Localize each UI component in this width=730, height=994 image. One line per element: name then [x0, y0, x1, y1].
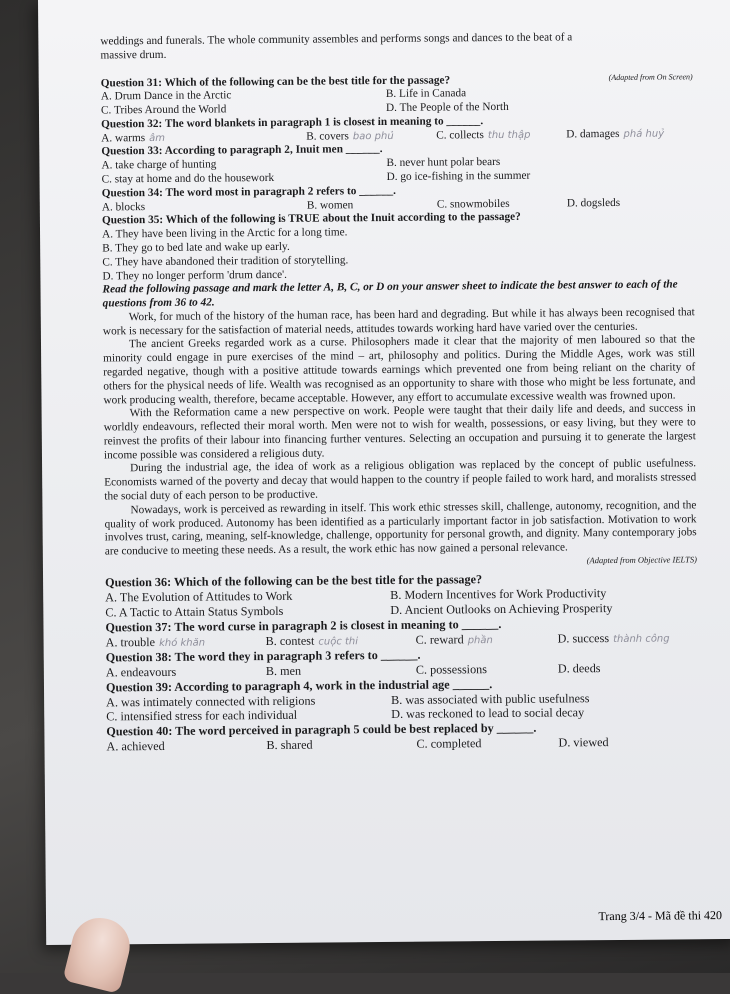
passage-paragraph-1: Work, for much of the history of the human race, has been hard and degrading. But while it has always been recognised that work is necessary for the satisfaction of material needs, attitudes towards working hard have varied over the centuries.	[102, 306, 695, 338]
q32-option-d[interactable]: D. damages	[566, 127, 620, 141]
passage-paragraph-3: With the Reformation came a new perspective on work. People were taught that their daily life and deeds, and success in worldly endeavours, reflected their moral worth. Men were not to wish for wealth, possessions, or easy living, but they were to reinvest the profits of their labour into financing further ventures. Selecting an occupation and pursuing it to generate the largest income possible was considered a religious duty.	[103, 402, 696, 462]
q39-option-d[interactable]: D. was reckoned to lead to social decay	[391, 705, 585, 722]
q40-option-d[interactable]: D. viewed	[558, 735, 609, 750]
question-39-stem: Question 39: According to paragraph 4, work in the industrial age ______.	[105, 676, 493, 695]
source-note-1: (Adapted from On Screen)	[608, 71, 693, 82]
q36-option-b[interactable]: B. Modern Incentives for Work Productivity	[390, 586, 607, 603]
q38-option-b[interactable]: B. men	[265, 663, 302, 678]
q34-option-d[interactable]: D. dogsleds	[566, 196, 621, 209]
page-content	[100, 0, 699, 755]
handwritten-note: phần	[467, 634, 493, 647]
q31-option-b[interactable]: B. Life in Canada	[385, 87, 467, 101]
question-33-stem: Question 33: According to paragraph 2, Inuit men ______.	[101, 143, 383, 158]
handwritten-note: âm	[149, 132, 166, 144]
question-38-stem: Question 38: The word they in paragraph 3 refers to ______.	[105, 647, 421, 665]
q35-option-c[interactable]: C. They have abandoned their tradition of storytelling.	[102, 254, 349, 269]
q32-option-c[interactable]: C. collects	[436, 128, 484, 142]
passage-tail-line-2: massive drum.	[100, 48, 167, 62]
q34-option-b[interactable]: B. women	[306, 198, 354, 212]
q39-option-b[interactable]: B. was associated with public usefulness	[391, 690, 590, 707]
q33-option-a[interactable]: A. take charge of hunting	[101, 158, 217, 172]
q34-option-a[interactable]: A. blocks	[101, 200, 146, 214]
question-35-stem: Question 35: Which of the following is TRUE about the Inuit according to the passage?	[101, 211, 521, 227]
source-note-2: (Adapted from Objective IELTS)	[586, 554, 697, 566]
q38-option-d[interactable]: D. deeds	[557, 660, 601, 676]
passage-paragraph-5: Nowadays, work is perceived as rewarding in itself. This work ethic stresses skill, challenge, autonomy, recognition, and the quality of work produced. Autonomy has been identified as a particularly important factor in job satisfaction. Motivation to work involves trust, caring, meaning, self-knowledge, challenge, opportunity for personal growth, and dignity. Many contemporary jobs are conducive to meeting these needs. As a result, the work ethic has now gained a personal relevance.	[104, 499, 697, 558]
q37-option-c[interactable]: C. reward	[415, 632, 464, 647]
q32-option-a[interactable]: A. warms	[101, 131, 146, 145]
q37-option-a[interactable]: A. trouble	[105, 634, 156, 650]
question-34-stem: Question 34: The word most in paragraph 2 refers to ______.	[101, 184, 396, 200]
q31-option-c[interactable]: C. Tribes Around the World	[100, 103, 227, 117]
passage-tail-line-1: weddings and funerals. The whole community assembles and performs songs and dances to the beat of a	[100, 31, 573, 48]
q38-option-c[interactable]: C. possessions	[415, 661, 488, 677]
q36-option-a[interactable]: A. The Evolution of Attitudes to Work	[105, 588, 293, 605]
passage-paragraph-2: The ancient Greeks regarded work as a curse. Philosophers made it clear that the majority of men laboured so that the minority could engage in pure exercises of the mind – art, philosophy and politics. During the Middle Ages, work was still regarded negative, though with a positive attitude towards earnings which prevented one from being reliant on the charity of others for the physical needs of life. Wealth was recognised as an opportunity to share with those who might be less fortunate, and work producing wealth, therefore, became acceptable. However, any effort to accumulate excessive wealth was frowned upon.	[103, 333, 696, 406]
question-31-stem: Question 31: Which of the following can be the best title for the passage?	[100, 73, 451, 90]
question-37-stem: Question 37: The word curse in paragraph 2 is closest in meaning to ______.	[105, 616, 502, 635]
handwritten-note: khó khăn	[158, 637, 206, 649]
handwritten-note: thành công	[613, 633, 670, 645]
q36-option-c[interactable]: C. A Tactic to Attain Status Symbols	[105, 603, 284, 620]
q37-option-b[interactable]: B. contest	[265, 633, 315, 648]
q35-option-b[interactable]: B. They go to bed late and wake up early.	[102, 240, 290, 255]
q38-option-a[interactable]: A. endeavours	[105, 664, 177, 680]
q40-option-a[interactable]: A. achieved	[106, 739, 165, 754]
q33-option-d[interactable]: D. go ice-fishing in the summer	[386, 169, 531, 183]
q35-option-d[interactable]: D. They no longer perform 'drum dance'.	[102, 268, 288, 282]
question-32-stem: Question 32: The word blankets in paragraph 1 is closest in meaning to ______.	[101, 115, 484, 131]
q31-option-d[interactable]: D. The People of the North	[385, 101, 509, 115]
question-36-stem: Question 36: Which of the following can be the best title for the passage?	[105, 572, 483, 590]
question-40-stem: Question 40: The word perceived in paragraph 5 could be best replaced by ______.	[106, 721, 537, 739]
q33-option-c[interactable]: C. stay at home and do the housework	[101, 171, 275, 186]
q35-option-a[interactable]: A. They have been living in the Arctic for a long time.	[101, 226, 348, 241]
q39-option-c[interactable]: C. intensified stress for each individual	[106, 708, 298, 724]
page-footer: Trang 3/4 - Mã đề thi 420	[598, 908, 723, 924]
q39-option-a[interactable]: A. was intimately connected with religions	[106, 693, 316, 710]
q34-option-c[interactable]: C. snowmobiles	[436, 197, 510, 211]
q32-option-b[interactable]: B. covers	[306, 129, 349, 143]
q40-option-b[interactable]: B. shared	[266, 737, 313, 753]
handwritten-note: phá huỷ	[623, 128, 665, 140]
lower-questions	[105, 571, 699, 755]
handwritten-note: bao phủ	[352, 130, 394, 142]
q36-option-d[interactable]: D. Ancient Outlooks on Achieving Prosperity	[390, 601, 613, 617]
handwritten-note: cuộc thi	[318, 635, 359, 648]
q31-option-a[interactable]: A. Drum Dance in the Arctic	[100, 89, 232, 103]
section-directive: Read the following passage and mark the letter A, B, C, or D on your answer sheet to indicate the best answer to each of the questions from 36 to 42.	[102, 278, 678, 310]
q37-option-d[interactable]: D. success	[557, 630, 610, 646]
handwritten-note: thu thập	[487, 129, 531, 141]
passage-paragraph-4: During the industrial age, the idea of work as a religious obligation was replaced by the concept of public usefulness. Economists warned of the poverty and decay that would happen to the country if people failed to work hard, and moralists stressed the social duty of each person to be productive.	[104, 457, 697, 503]
exam-page	[38, 0, 730, 945]
q40-option-c[interactable]: C. completed	[416, 736, 482, 751]
q33-option-b[interactable]: B. never hunt polar bears	[386, 156, 501, 170]
